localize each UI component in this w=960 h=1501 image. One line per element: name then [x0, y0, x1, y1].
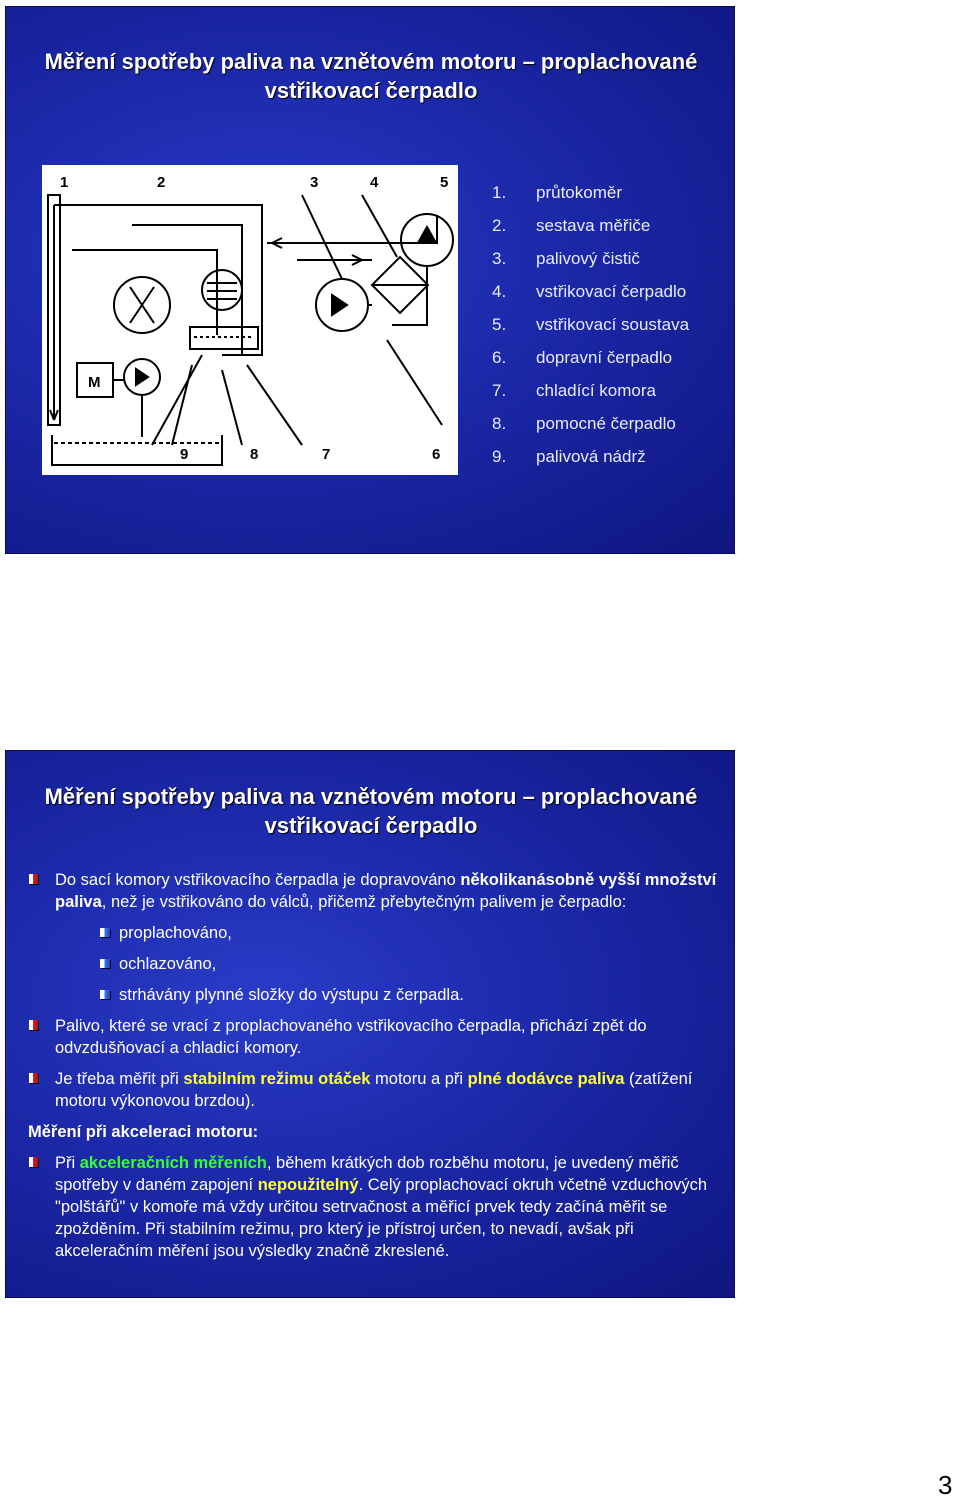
red-bullet-icon: [29, 1073, 38, 1083]
paragraph-2: Palivo, které se vrací z proplachovaného vstřikovacího čerpadla, přichází zpět do odvzdušňovací a chladicí komory.: [26, 1015, 726, 1059]
fuel-system-diagram: [42, 165, 458, 475]
legend-item: 9. palivová nádrž: [492, 447, 646, 466]
slide-1: [5, 6, 735, 554]
red-bullet-icon: [29, 1020, 38, 1030]
slide-2: [5, 750, 735, 1298]
legend-item: 2. sestava měřiče: [492, 216, 651, 235]
blue-bullet-icon: [100, 990, 110, 999]
section-heading: Měření při akceleraci motoru:: [28, 1123, 259, 1141]
component-legend: [492, 183, 689, 480]
legend-item: 8. pomocné čerpadlo: [492, 414, 676, 433]
legend-item: 4. vstřikovací čerpadlo: [492, 282, 687, 301]
diagram-label-2: 2: [157, 174, 166, 191]
legend-item: 6. dopravní čerpadlo: [492, 348, 673, 367]
diagram-label-motor: M: [88, 374, 101, 391]
legend-item: 7. chladící komora: [492, 381, 656, 400]
blue-bullet-icon: [100, 928, 110, 937]
legend-item: 3. palivový čistič: [492, 249, 640, 268]
paragraph-4: Při akceleračních měřeních, během krátkých dob rozběhu motoru, je uvedený měřič spotřeby v daném zapojení nepoužitelný. Celý proplachovací okruh včetně vzduchových "polštářů" v komoře má vždy určitou setrvačnost a měřicí prvek tedy začíná měřit se zpožděním. Při stabilním režimu, pro který je přístroj určen, to nevadí, avšak při akceleračním měření jsou výsledky značně zkreslené.: [26, 1152, 726, 1262]
blue-bullet-icon: [100, 959, 110, 968]
slide-2-title: Měření spotřeby paliva na vznětovém motoru – proplachované vstřikovací čerpadlo: [44, 784, 698, 838]
diagram-label-3: 3: [310, 174, 319, 191]
slide-2-body: [26, 869, 726, 1271]
paragraph-3: Je třeba měřit při stabilním režimu otáček motoru a při plné dodávce paliva (zatížení motoru výkonovou brzdou).: [26, 1068, 726, 1112]
page-number: 3: [938, 1470, 953, 1500]
diagram-label-1: 1: [60, 174, 69, 191]
sub-item: proplachováno,: [26, 922, 726, 944]
red-bullet-icon: [29, 1157, 38, 1167]
diagram-label-5: 5: [440, 174, 449, 191]
sub-item: ochlazováno,: [26, 953, 726, 975]
slide-1-title: Měření spotřeby paliva na vznětovém motoru – proplachované vstřikovací čerpadlo: [44, 49, 698, 103]
paragraph-1: Do sací komory vstřikovacího čerpadla je dopravováno několikanásobně vyšší množství paliva, než je vstřikováno do válců, přičemž přebytečným palivem je čerpadlo:: [26, 869, 726, 913]
red-bullet-icon: [29, 874, 38, 884]
legend-item: 5. vstřikovací soustava: [492, 315, 690, 334]
diagram-label-6: 6: [432, 446, 441, 463]
sub-item: strhávány plynné složky do výstupu z čerpadla.: [26, 984, 726, 1006]
diagram-label-8: 8: [250, 446, 259, 463]
diagram-label-9: 9: [180, 446, 189, 463]
legend-item: 1. průtokoměr: [492, 183, 622, 202]
diagram-label-7: 7: [322, 446, 331, 463]
diagram-label-4: 4: [370, 174, 379, 191]
